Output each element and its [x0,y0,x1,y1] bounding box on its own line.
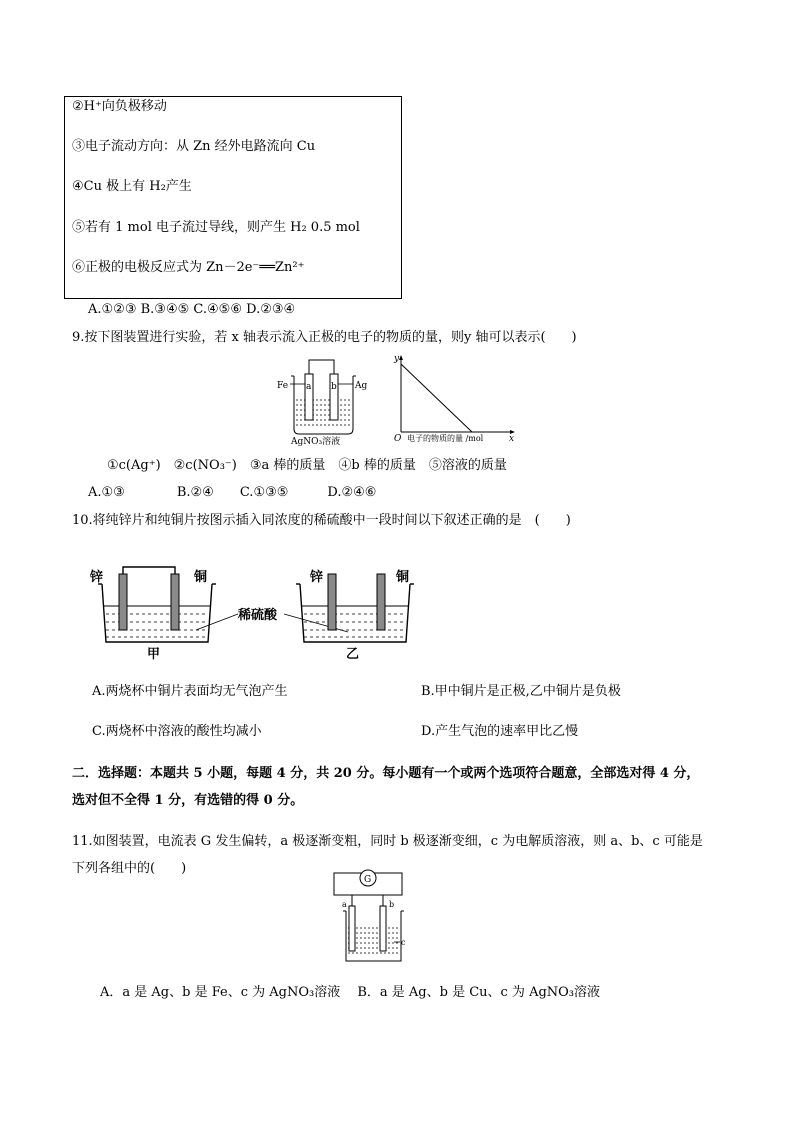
q10-apparatus-figure [88,562,438,664]
q11-options: A．a 是 Ag、b 是 Fe、c 为 AgNO₃溶液 B．a 是 Ag、b 是 Cu、c 为 AgNO₃溶液 [100,985,601,1000]
statement-5: ⑤若有 1 mol 电子流过导线，则产生 H₂ 0.5 mol [72,220,360,235]
q10-option-c: C.两烧杯中溶液的酸性均减小 [92,724,262,739]
q11-stem-line2: 下列各组中的( ) [72,861,187,876]
graph-x-label: x [509,434,515,444]
section-2-heading-line1: 二．选择题：本题共 5 小题，每题 4 分，共 20 分。每小题有一个或两个选项符合题意，全部选对得 4 分， [72,766,700,781]
q9-items: ①c(Ag⁺) ②c(NO₃⁻) ③a 棒的质量 ④b 棒的质量 ⑤溶液的质量 [107,458,507,473]
q8-options: A.①②③ B.③④⑤ C.④⑤⑥ D.②③④ [88,302,296,317]
a-electrode-label: a [342,900,347,909]
jia-zinc-label: 锌 [90,570,104,585]
graph-x-title: 电子的物质的量 /mol [407,434,484,443]
fe-label: Fe [277,381,289,391]
q10-option-b: B.甲中铜片是正极,乙中铜片是负极 [421,684,621,699]
section-2-heading-line2: 选对但不全得 1 分，有选错的得 0 分。 [72,793,304,808]
ag-label: Ag [355,381,368,391]
q10-stem: 10.将纯锌片和纯铜片按图示插入同浓度的稀硫酸中一段时间以下叙述正确的是 ( ) [72,513,571,528]
q10-option-a: A.两烧杯中铜片表面均无气泡产生 [92,684,288,699]
solution-label: AgNO₃溶液 [291,437,341,446]
statement-2: ②H⁺向负极移动 [72,99,167,114]
b-electrode-label: b [389,900,395,909]
q11-apparatus-figure [328,866,412,966]
q9-stem: 9.按下图装置进行实验，若 x 轴表示流入正极的电子的物质的量，则y 轴可以表示( ) [72,330,577,345]
q9-graph [392,352,522,444]
statement-6: ⑥正极的电极反应式为 Zn－2e⁻══Zn²⁺ [72,260,305,275]
q9-options: A.①③ B.②④ C.①③⑤ D.②④⑥ [88,485,377,500]
g-label: G [364,875,372,885]
yi-label: 乙 [346,647,360,662]
q9-apparatus-figure [276,354,376,446]
q10-option-d: D.产生气泡的速率甲比乙慢 [421,724,579,739]
statement-4: ④Cu 极上有 H₂产生 [72,179,192,194]
c-solution-label: c [401,938,406,947]
jia-copper-label: 铜 [194,570,208,585]
statement-3: ③电子流动方向：从 Zn 经外电路流向 Cu [72,139,316,154]
graph-y-label: y [394,354,400,364]
acid-label: 稀硫酸 [238,608,278,623]
jia-label: 甲 [147,647,161,662]
yi-zinc-label: 锌 [310,570,324,585]
graph-origin: O [394,434,402,444]
yi-copper-label: 铜 [396,570,410,585]
a-label: a [306,382,312,392]
q11-stem-line1: 11.如图装置，电流表 G 发生偏转，a 极逐渐变粗，同时 b 极逐渐变细，c 为电解质溶液，则 a、b、c 可能是 [72,834,703,849]
graph-line [401,364,472,432]
b-label: b [331,382,337,392]
